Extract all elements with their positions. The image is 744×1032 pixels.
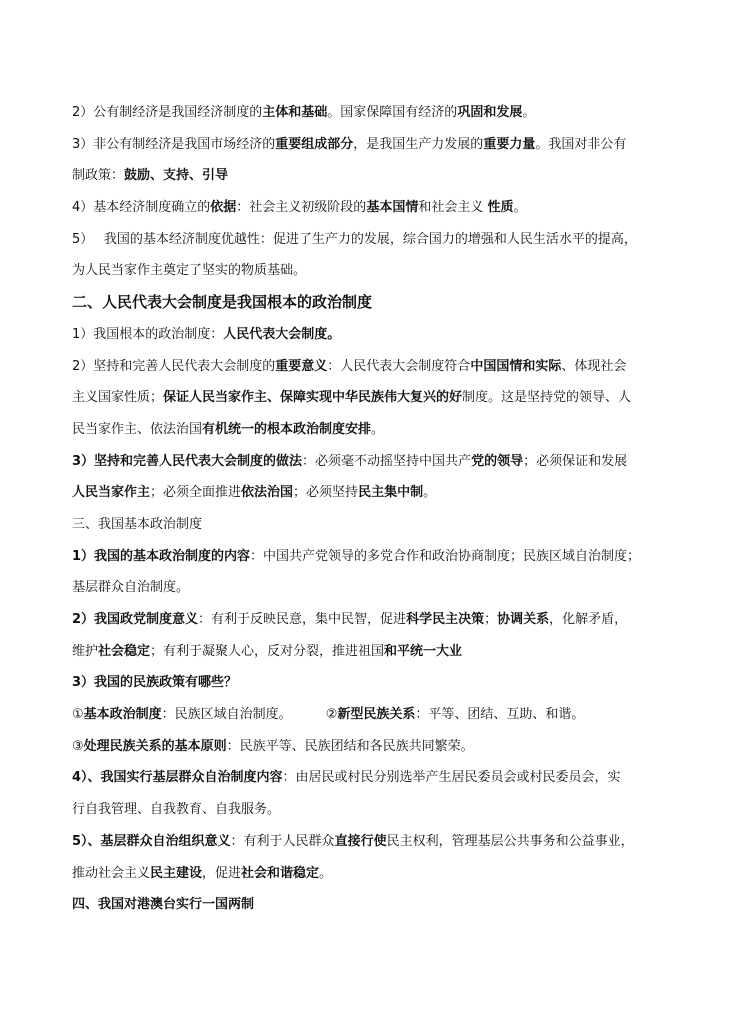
text-run: 维护 bbox=[72, 643, 99, 659]
text-run: 制政策： bbox=[72, 168, 125, 184]
bold-text: 4）、我国实行基层群众自治制度内容 bbox=[72, 770, 283, 786]
text-run: 5） 我国的基本经济制度优越性：促进了生产力的发展，综合国力的增强和人民生活水平的提高， bbox=[72, 231, 637, 247]
text-run: ；必须坚持 bbox=[293, 485, 359, 501]
text-run: 2）坚持和完善人民代表大会制度的 bbox=[72, 358, 276, 374]
text-line bbox=[72, 414, 690, 446]
bold-text: 基本国情 bbox=[366, 200, 419, 216]
text-run: 民当家作主、依法治国 bbox=[72, 421, 203, 437]
section-heading bbox=[72, 509, 690, 541]
text-run: 。我国对非公有 bbox=[535, 136, 627, 152]
text-run: 。 bbox=[371, 421, 385, 437]
bold-text: 2）我国政党制度意义 bbox=[72, 612, 199, 627]
text-line bbox=[72, 319, 690, 351]
text-run: ② bbox=[325, 707, 338, 723]
text-run: 行自我管理、自我教育、自我服务。 bbox=[72, 802, 281, 818]
text-run: 制度。这是坚持党的领导、人 bbox=[462, 390, 632, 406]
bold-text: 民主建设 bbox=[150, 865, 203, 881]
text-run: ；有利于凝聚人心，反对分裂，推进祖国 bbox=[150, 643, 385, 659]
text-run: 。国家保障国有经济的 bbox=[327, 105, 458, 120]
bold-text: 党的领导 bbox=[471, 453, 524, 469]
text-run: 基层群众自治制度。 bbox=[72, 580, 190, 596]
text-line bbox=[72, 160, 690, 192]
text-run: ：民族平等、民族团结和各民族共同繁荣。 bbox=[226, 738, 474, 754]
bold-text: 社会和谐稳定 bbox=[241, 865, 320, 881]
text-run: ，化解矛盾， bbox=[549, 612, 628, 627]
text-run: ；必须保证和发展 bbox=[523, 453, 628, 469]
bold-text: 重要意义 bbox=[275, 358, 328, 374]
text-run: ，是我国生产力发展的 bbox=[353, 136, 484, 152]
text-line bbox=[72, 446, 690, 478]
text-line bbox=[72, 192, 690, 224]
bold-text: 依法治国 bbox=[241, 485, 294, 501]
bold-text: 协调关系 bbox=[497, 612, 550, 627]
text-line bbox=[72, 541, 690, 573]
text-run: 。 bbox=[522, 105, 536, 120]
bold-text: 有机统一的根本政治制度安排 bbox=[202, 421, 372, 437]
text-run: ① bbox=[72, 707, 84, 723]
text-run: 为人民当家作主奠定了坚实的物质基础。 bbox=[72, 263, 307, 279]
text-line bbox=[72, 858, 690, 890]
bold-text: 保证人民当家作主、保障实现中华民族伟大复兴的好 bbox=[163, 390, 463, 406]
text-run: ；必须全面推进 bbox=[150, 485, 242, 501]
text-line bbox=[72, 224, 690, 256]
text-run: 3）非公有制经济是我国市场经济的 bbox=[72, 136, 276, 152]
text-line bbox=[72, 129, 690, 161]
bold-text: 主体和基础 bbox=[262, 105, 328, 120]
text-line bbox=[72, 699, 690, 731]
text-run: ：民族区域自治制度。 bbox=[161, 707, 292, 723]
text-line bbox=[72, 97, 690, 129]
bold-text: 鼓励、支持、引导 bbox=[124, 168, 229, 184]
text-run: 4）基本经济制度确立的 bbox=[72, 200, 211, 216]
text-run: 2）公有制经济是我国经济制度的 bbox=[72, 105, 263, 120]
bold-text: 依据 bbox=[210, 200, 237, 216]
bold-text: 重要力量 bbox=[483, 136, 536, 152]
text-run: 。 bbox=[423, 485, 437, 501]
bold-text: 社会稳定 bbox=[98, 643, 151, 659]
bold-text: 民主集中制 bbox=[358, 485, 424, 501]
text-run: 三、我国基本政治制度 bbox=[72, 516, 203, 532]
bold-text: 人民当家作主 bbox=[72, 485, 151, 501]
text-run: 民主权利，管理基层公共事务和公益事业， bbox=[386, 833, 634, 849]
bold-text: 重要组成部分 bbox=[275, 136, 354, 152]
text-line bbox=[72, 667, 690, 699]
text-run: ：由居民或村民分别选举产生居民委员会或村民委员会，实 bbox=[282, 770, 621, 786]
text-line bbox=[72, 255, 690, 287]
text-run: ③ bbox=[72, 738, 84, 754]
text-line bbox=[72, 762, 690, 794]
text-line bbox=[72, 351, 690, 383]
bold-text: 3）我国的民族政策有哪些？ bbox=[72, 675, 238, 691]
bold-text: 直接行使 bbox=[334, 833, 387, 849]
text-run: 二、人民代表大会制度是我国根本的政治制度 bbox=[72, 293, 373, 312]
text-run: ：中国共产党领导的多党合作和政治协商制度；民族区域自治制度； bbox=[250, 548, 641, 564]
bold-text: 中国国情和实际 bbox=[470, 358, 562, 374]
bold-text: 5）、基层群众自治组织意义 bbox=[72, 833, 231, 849]
bold-text: 巩固和发展 bbox=[457, 105, 523, 120]
text-line bbox=[72, 794, 690, 826]
text-run: 四、我国对港澳台实行一国两制 bbox=[72, 897, 255, 913]
bold-text: 基本政治制度 bbox=[83, 707, 162, 723]
bold-text: 人民代表大会制度。 bbox=[223, 326, 341, 342]
text-run: ：社会主义初级阶段的 bbox=[236, 200, 367, 216]
section-heading bbox=[72, 287, 690, 319]
text-run: ，促进 bbox=[202, 865, 242, 881]
bold-text: 3）坚持和完善人民代表大会制度的做法 bbox=[72, 453, 303, 469]
text-line bbox=[72, 477, 690, 509]
bold-text: 和平统一大业 bbox=[384, 643, 463, 659]
text-run: ：有利于人民群众 bbox=[230, 833, 335, 849]
text-line bbox=[72, 731, 690, 763]
text-run: 1）我国根本的政治制度： bbox=[72, 326, 224, 342]
text-run: 、体现社会 bbox=[561, 358, 627, 374]
text-run: 。 bbox=[513, 200, 527, 216]
text-run: 。 bbox=[319, 865, 333, 881]
section-heading bbox=[72, 889, 690, 921]
text-line bbox=[72, 636, 690, 668]
bold-text: 1）我国的基本政治制度的内容 bbox=[72, 548, 251, 564]
bold-text: 新型民族关系 bbox=[337, 707, 416, 723]
text-run: 主义国家性质； bbox=[72, 390, 164, 406]
text-run: ：必须毫不动摇坚持中国共产 bbox=[302, 453, 472, 469]
text-run: 推动社会主义 bbox=[72, 865, 151, 881]
text-line bbox=[72, 382, 690, 414]
text-run: ：有利于反映民意，集中民智，促进 bbox=[198, 612, 407, 627]
text-run: ：平等、团结、互助、和谐。 bbox=[415, 707, 585, 723]
text-run: 和社会主义 bbox=[418, 200, 488, 216]
text-run: ：人民代表大会制度符合 bbox=[327, 358, 471, 374]
bold-text: 处理民族关系的基本原则 bbox=[83, 738, 227, 754]
bold-text: 性质 bbox=[487, 200, 514, 216]
bold-text: 科学民主决策 bbox=[406, 612, 485, 627]
text-line bbox=[72, 604, 690, 636]
text-line bbox=[72, 826, 690, 858]
text-run: ； bbox=[484, 612, 498, 627]
text-line bbox=[72, 572, 690, 604]
